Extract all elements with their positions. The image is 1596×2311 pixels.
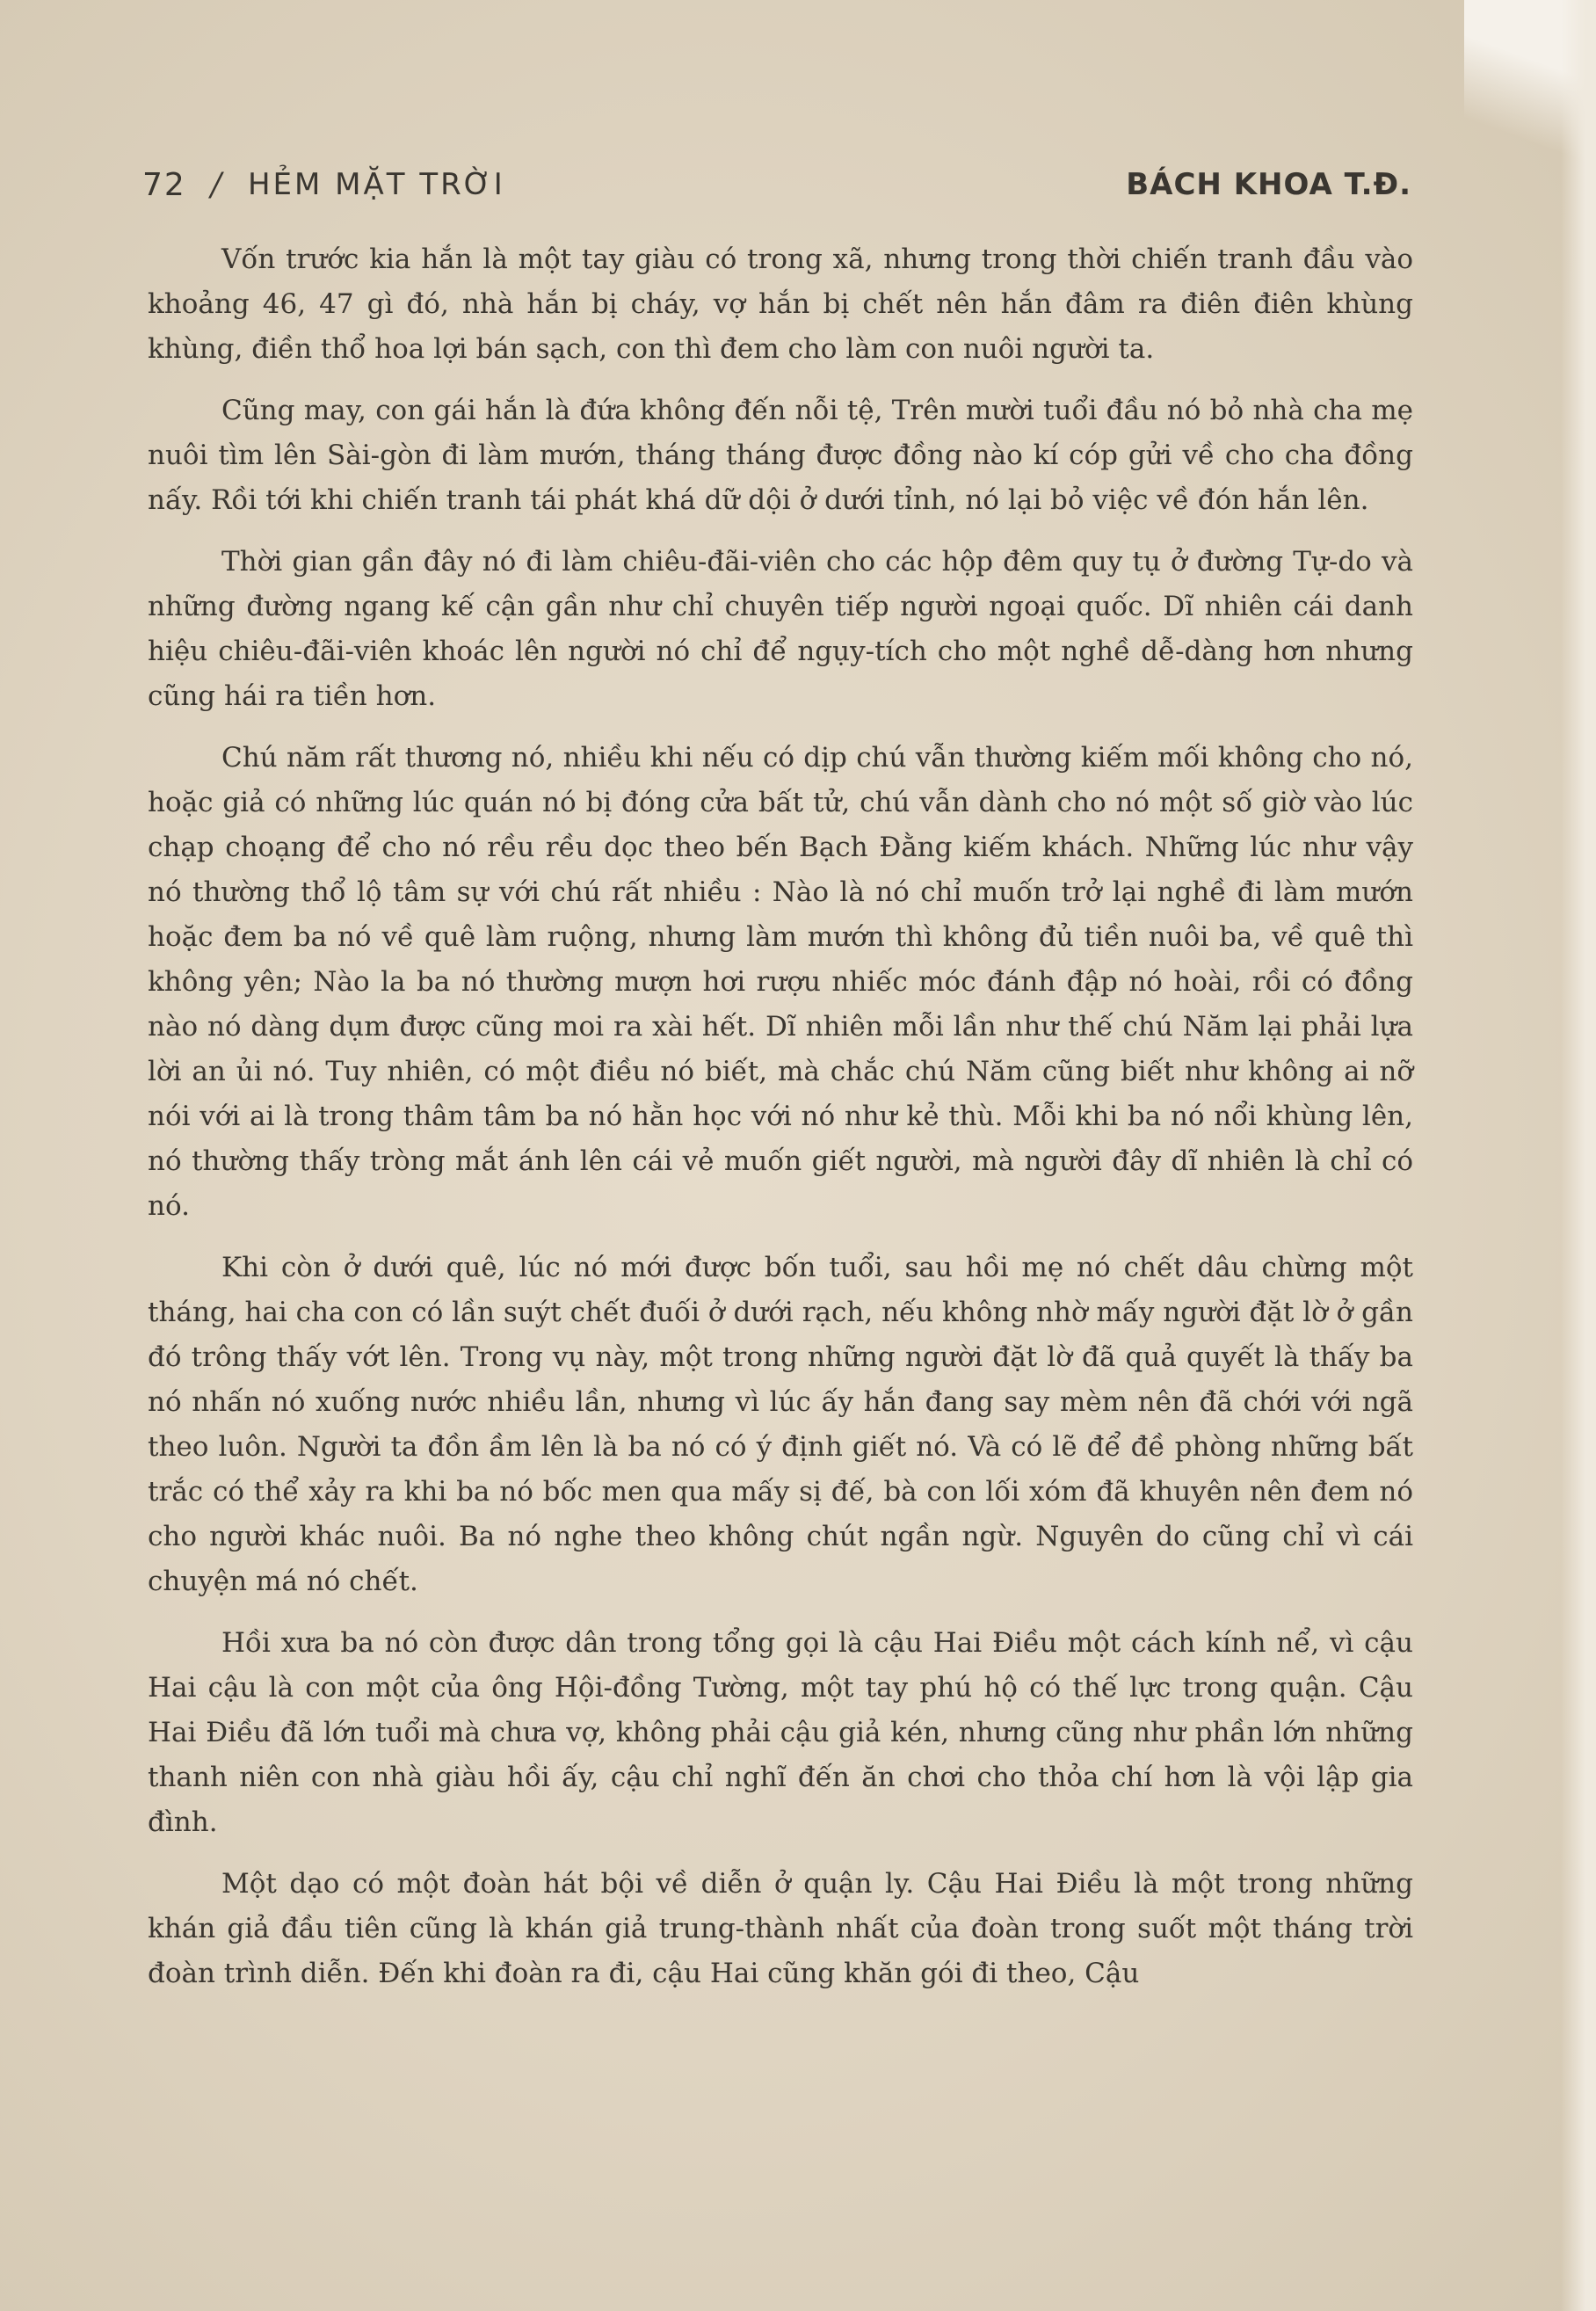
paragraph: Khi còn ở dưới quê, lúc nó mới được bốn tuổi, sau hồi mẹ nó chết dâu chừng một tháng, hai cha con có lần suýt chết đuối ở dưới rạch, nếu không nhờ mấy người đặt lờ ở gần đó trông thấy vớt lên. Trong vụ này, một trong những người đặt lờ đã quả quyết là thấy ba nó nhấn nó xuống nước nhiều lần, nhưng vì lúc ấy hắn đang say mèm nên đã chới với ngã theo luôn. Người ta đồn ầm lên là ba nó có ý định giết nó. Và có lẽ để đề phòng những bất trắc có thể xảy ra khi ba nó bốc men qua mấy sị đế, bà con lối xóm đã khuyên nên đem nó cho người khác nuôi. Ba nó nghe theo không chút ngần ngừ. Nguyên do cũng chỉ vì cái chuyện má nó chết. xyxy=(148,1252,1413,1597)
running-header xyxy=(142,158,1411,211)
paragraph: Hồi xưa ba nó còn được dân trong tổng gọi là cậu Hai Điều một cách kính nể, vì cậu Hai cậu là con một của ông Hội-đồng Tường, một tay phú hộ có thế lực trong quận. Cậu Hai Điều đã lớn tuổi mà chưa vợ, không phải cậu giả kén, nhưng cũng như phần lớn những thanh niên con nhà giàu hồi ấy, cậu chỉ nghĩ đến ăn chơi cho thỏa chí hơn là vội lập gia đình. xyxy=(148,1627,1413,1838)
chapter-title: HẺM MẶT TRỜI xyxy=(247,167,505,202)
paragraph: Chú năm rất thương nó, nhiều khi nếu có dịp chú vẫn thường kiếm mối không cho nó, hoặc giả có những lúc quán nó bị đóng cửa bất tử, chú vẫn dành cho nó một số giờ vào lúc chạp choạng để cho nó rều rều dọc theo bến Bạch Đằng kiếm khách. Những lúc như vậy nó thường thổ lộ tâm sự với chú rất nhiều : Nào là nó chỉ muốn trở lại nghề đi làm mướn hoặc đem ba nó về quê làm ruộng, nhưng làm mướn thì không đủ tiền nuôi ba, về quê thì không yên; Nào la ba nó thường mượn hơi rượu nhiếc móc đánh đập nó hoài, rồi có đồng nào nó dàng dụm được cũng moi ra xài hết. Dĩ nhiên mỗi lần như thế chú Năm lại phải lựa lời an ủi nó. Tuy nhiên, có một điều nó biết, mà chắc chú Năm cũng biết như không ai nỡ nói với ai là trong thâm tâm ba nó hằn học với nó như kẻ thù. Mỗi khi ba nó nổi khùng lên, nó thường thấy tròng mắt ánh lên cái vẻ muốn giết người, mà người đây dĩ nhiên là chỉ có nó. xyxy=(148,742,1413,1222)
paragraph: Một dạo có một đoàn hát bội về diễn ở quận ly. Cậu Hai Điều là một trong những khán giả đầu tiên cũng là khán giả trung-thành nhất của đoàn trong suốt một tháng trời đoàn trình diễn. Đến khi đoàn ra đi, cậu Hai cũng khăn gói đi theo, Cậu xyxy=(148,1868,1413,1989)
publication-name: BÁCH KHOA T.Đ. xyxy=(1126,167,1411,202)
body-text xyxy=(148,237,1413,1996)
paragraph: Thời gian gần đây nó đi làm chiêu-đãi-viên cho các hộp đêm quy tụ ở đường Tự-do và những đường ngang kế cận gần như chỉ chuyên tiếp người ngoại quốc. Dĩ nhiên cái danh hiệu chiêu-đãi-viên khoác lên người nó chỉ để ngụy-tích cho một nghề dễ-dàng hơn nhưng cũng hái ra tiền hơn. xyxy=(148,546,1413,712)
page-edge xyxy=(1561,0,1596,2311)
paragraph: Cũng may, con gái hắn là đứa không đến nỗi tệ, Trên mười tuổi đầu nó bỏ nhà cha mẹ nuôi tìm lên Sài-gòn đi làm mướn, tháng tháng được đồng nào kí cóp gửi về cho cha đồng nấy. Rồi tới khi chiến tranh tái phát khá dữ dội ở dưới tỉnh, nó lại bỏ việc về đón hắn lên. xyxy=(148,395,1413,516)
header-separator: / xyxy=(210,166,223,203)
paragraph: Vốn trước kia hắn là một tay giàu có trong xã, nhưng trong thời chiến tranh đầu vào khoảng 46, 47 gì đó, nhà hắn bị cháy, vợ hắn bị chết nên hắn đâm ra điên điên khùng khùng, điền thổ hoa lợi bán sạch, con thì đem cho làm con nuôi người ta. xyxy=(148,243,1413,365)
page-number: 72 xyxy=(142,166,186,203)
